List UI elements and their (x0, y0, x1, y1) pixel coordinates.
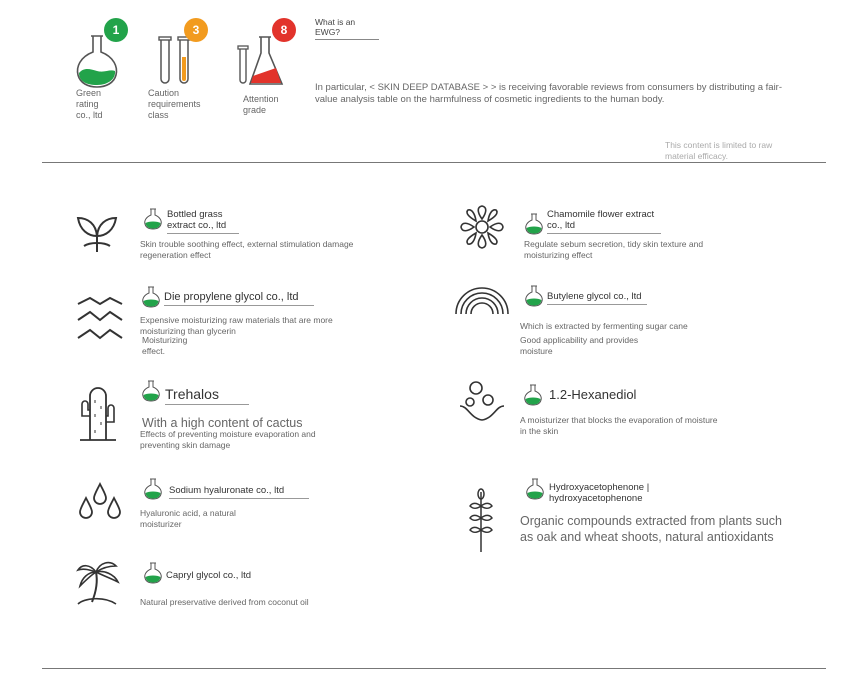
ingredient-extra-note: Moisturizing effect. (142, 335, 188, 356)
palm-tree-icon (76, 558, 122, 606)
ingredient-description: Hyaluronic acid, a natural moisturizer (140, 508, 236, 529)
ingredient-highlight: Organic compounds extracted from plants such as oak and wheat shoots, natural antioxidants (520, 514, 782, 544)
sprout-icon (76, 212, 118, 254)
water-drops-icon (76, 482, 124, 520)
ingredient-name: Capryl glycol co., ltd (166, 570, 252, 581)
red-flask-icon (236, 34, 288, 88)
ingredient-description: Expensive moisturizing raw materials that are more moisturizing than glycerin (140, 315, 333, 336)
small-flask-icon (525, 478, 545, 500)
ingredient-description: Skin trouble soothing effect, external stimulation damage regeneration effect (140, 239, 354, 260)
ingredient-description: Natural preservative derived from coconut oil (140, 597, 309, 607)
ingredient-name: Butylene glycol co., ltd (547, 291, 647, 305)
content-note: This content is limited to raw material efficacy. (665, 140, 773, 161)
grade-badge-8: 8 (272, 18, 296, 42)
test-tubes-icon (156, 35, 196, 87)
ingredient-name: Bottled grass extract co., ltd (167, 209, 239, 234)
ingredient-description: Regulate sebum secretion, tidy skin texture and moisturizing effect (524, 239, 704, 260)
small-flask-icon (141, 380, 161, 402)
ingredient-highlight: With a high content of cactus (142, 416, 303, 430)
ingredient-name: 1.2-Hexanediol (549, 387, 637, 402)
small-flask-icon (143, 562, 163, 584)
small-flask-icon (523, 384, 543, 406)
ingredient-name: Hydroxyacetophenone | hydroxyacetophenone (549, 482, 650, 504)
grade-label-caution: Caution requirements class (148, 88, 201, 120)
ewg-title: What is an EWG? (315, 17, 379, 40)
bottom-divider (42, 668, 826, 669)
chamomile-flower-icon (459, 204, 505, 250)
ingredient-extra-note: Good applicability and provides moisture (520, 335, 639, 356)
grade-badge-1: 1 (104, 18, 128, 42)
ingredient-description: Effects of preventing moisture evaporation and preventing skin damage (140, 429, 316, 450)
grade-label-green: Green rating co., ltd (76, 88, 103, 120)
ingredient-description: A moisturizer that blocks the evaporation of moisture in the skin (520, 415, 718, 436)
ingredient-name: Chamomile flower extract co., ltd (547, 209, 661, 234)
small-flask-icon (141, 286, 161, 308)
ingredient-name: Sodium hyaluronate co., ltd (169, 485, 309, 499)
grade-label-attention: Attention grade (243, 94, 279, 115)
waves-icon (76, 296, 124, 342)
ingredient-name: Die propylene glycol co., ltd (164, 291, 314, 306)
wheat-plant-icon (464, 488, 498, 552)
small-flask-icon (143, 478, 163, 500)
cactus-icon (76, 386, 120, 442)
small-flask-icon (143, 208, 163, 230)
molecule-drop-icon (458, 380, 506, 424)
small-flask-icon (524, 285, 544, 307)
grade-badge-3: 3 (184, 18, 208, 42)
top-divider (42, 162, 826, 163)
small-flask-icon (524, 213, 544, 235)
ingredient-name: Trehalos (165, 386, 249, 405)
rainbow-icon (454, 284, 510, 316)
ingredient-description: Which is extracted by fermenting sugar cane (520, 321, 688, 331)
ewg-description: In particular, < SKIN DEEP DATABASE > > is receiving favorable reviews from consumers by distributing a fair-value analysis table on the harmfulness of cosmetic ingredients to the human body. (315, 82, 783, 105)
